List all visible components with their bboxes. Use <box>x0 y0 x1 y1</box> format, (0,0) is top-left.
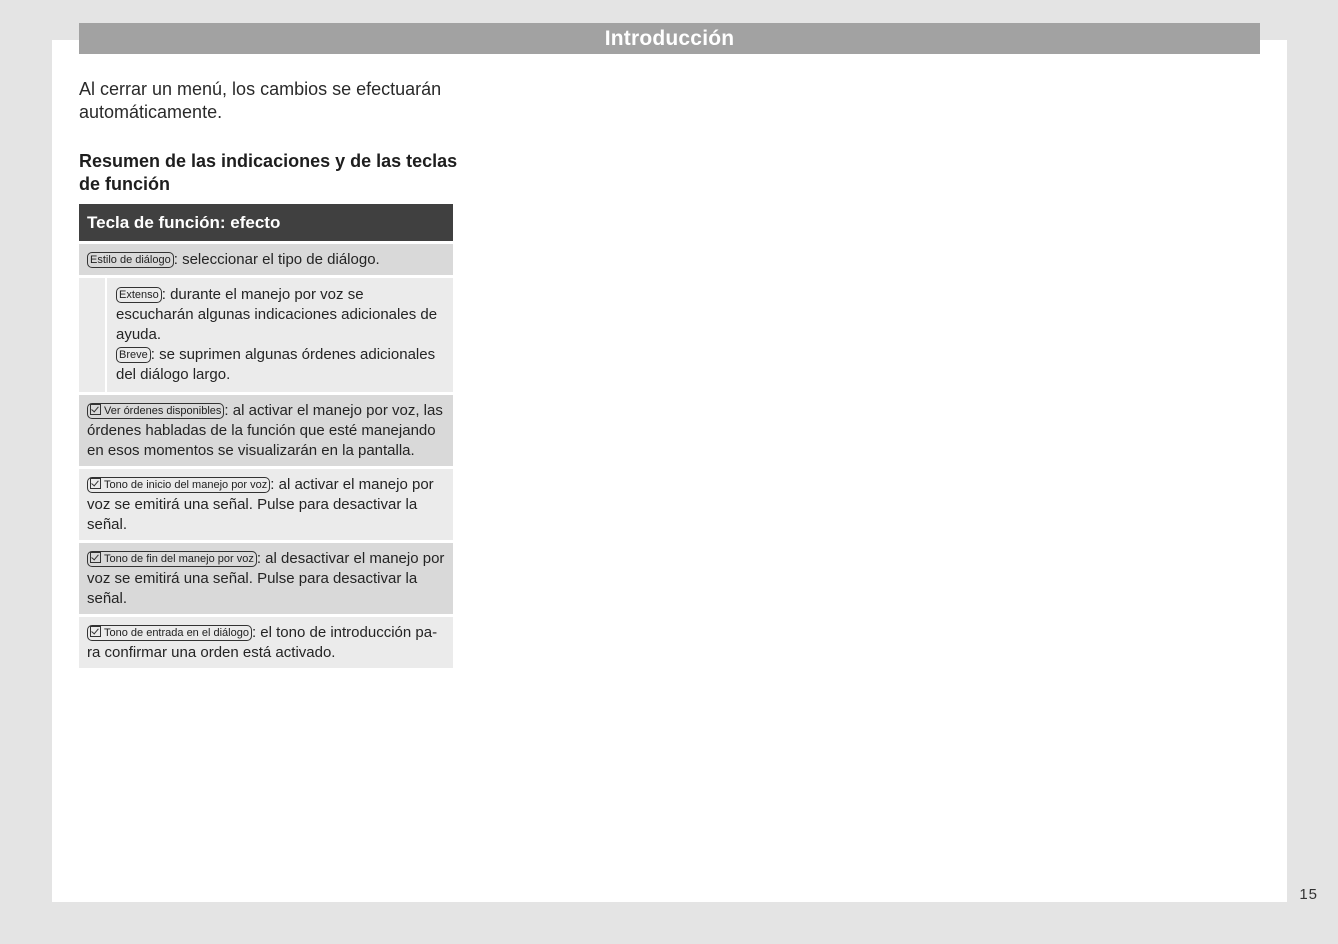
checkbox-checked-icon <box>90 478 101 489</box>
row-description: : seleccionar el tipo de diálogo. <box>173 251 380 268</box>
table-row-start-tone <box>79 469 453 540</box>
table-header: Tecla de función: efecto <box>79 204 453 241</box>
key-label: Tono de inicio del manejo por voz <box>104 479 268 491</box>
row-description: : se suprimen algunas órdenes adicionales del diálogo largo. <box>116 346 436 383</box>
table-row-entry-tone <box>79 617 453 668</box>
option-extended <box>116 285 445 345</box>
table-row-dialog-style <box>79 244 453 275</box>
row-description: : al activar el manejo por voz, las órdenes habladas de la función que esté manejando en esos momentos se visualizarán en la pantalla. <box>87 402 443 459</box>
table-row-dialog-options <box>79 278 453 392</box>
function-key-button: Estilo de diálogo <box>87 252 174 268</box>
function-key-button <box>87 551 257 567</box>
table-row-show-commands <box>79 395 453 466</box>
function-key-button <box>87 625 252 641</box>
key-label: Tono de fin del manejo por voz <box>104 553 254 565</box>
checkbox-checked-icon <box>90 404 101 415</box>
key-label: Tono de entrada en el diálogo <box>104 627 249 639</box>
row-description: : al desactivar el manejo por voz se emitirá una señal. Pulse para desactivar la señal. <box>87 550 445 607</box>
indent-gutter <box>79 278 107 392</box>
indent-body <box>107 278 453 392</box>
row-description: : el tono de introducción para confirmar una orden está activado. <box>87 624 438 661</box>
function-key-button <box>87 403 224 419</box>
function-key-button: Breve <box>116 347 151 363</box>
function-key-table <box>79 204 453 671</box>
section-header: Introducción <box>79 23 1260 54</box>
checkbox-checked-icon <box>90 626 101 637</box>
key-label: Ver órdenes disponibles <box>104 405 222 417</box>
row-description: : al activar el manejo por voz se emitirá una señal. Pulse para desactivar la señal. <box>87 476 434 533</box>
section-heading: Resumen de las indicaciones y de las teclas de función <box>79 151 458 194</box>
option-short <box>116 345 445 385</box>
checkbox-checked-icon <box>90 552 101 563</box>
function-key-button <box>87 477 270 493</box>
page-number: 15 <box>1299 886 1318 903</box>
table-row-end-tone <box>79 543 453 614</box>
intro-paragraph: Al cerrar un menú, los cambios se efectuarán automáticamente. <box>79 79 442 122</box>
function-key-button: Extenso <box>116 287 162 303</box>
row-description: : durante el manejo por voz se escucharán algunas indicaciones adicionales de ayuda. <box>116 286 438 343</box>
